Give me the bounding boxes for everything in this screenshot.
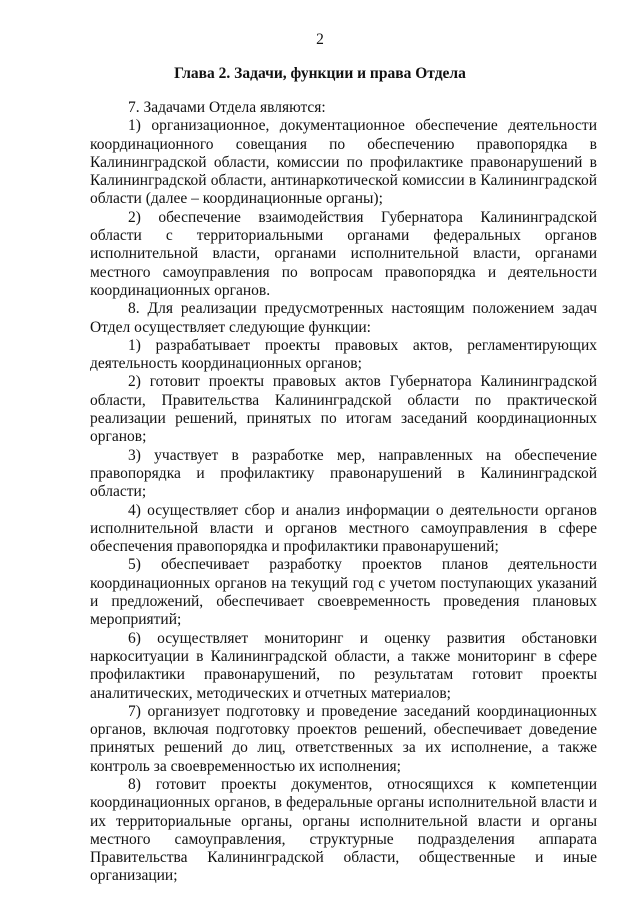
paragraph-function-3: 3) участвует в разработке мер, направленных на обеспечение правопорядка и профилактику правонарушений в Калининградской области; — [90, 446, 597, 501]
paragraph-function-4: 4) осуществляет сбор и анализ информации о деятельности органов исполнительной власти и органов местного самоуправления в сфере обеспечения правопорядка и профилактики правонарушений; — [90, 501, 597, 556]
chapter-title: Глава 2. Задачи, функции и права Отдела — [174, 65, 466, 82]
document-body — [90, 99, 597, 886]
paragraph-tasks-intro: 7. Задачами Отдела являются: — [128, 99, 326, 116]
paragraph-functions-intro: 8. Для реализации предусмотренных настоящим положением задач Отдел осуществляет следующие функции: — [90, 300, 597, 336]
paragraph-function-7: 7) организует подготовку и проведение заседаний координационных органов, включая подготовку проектов решений, обеспечивает доведение принятых решений до лиц, ответственных за их исполнение, а также контроль за своевременностью их исполнения; — [90, 702, 597, 775]
paragraph-function-5: 5) обеспечивает разработку проектов планов деятельности координационных органов на текущий год с учетом поступающих указаний и предложений, обеспечивает своевременность проведения плановых мероприятий; — [90, 556, 597, 629]
paragraph-function-8: 8) готовит проекты документов, относящихся к компетенции координационных органов, в федеральные органы исполнительной власти и их территориальные органы, органы исполнительной власти и органы местного самоуправления, структурные подразделения аппарата Правительства Калининградской области, общественные и иные организации; — [90, 775, 597, 885]
paragraph-task-2: 2) обеспечение взаимодействия Губернатора Калининградской области с территориальными органами федеральных органов исполнительной власти, органами исполнительной власти, органами местного самоуправления по вопросам правопорядка и деятельности координационных органов. — [90, 208, 597, 299]
page-number: 2 — [316, 31, 324, 48]
paragraph-task-1: 1) организационное, документационное обеспечение деятельности координационного совещания по обеспечению правопорядка в Калининградской области, комиссии по профилактике правонарушений в Калининградской области, антинаркотической комиссии в Калининградской области (далее – координационные органы); — [90, 117, 597, 208]
paragraph-function-2: 2) готовит проекты правовых актов Губернатора Калининградской области, Правительства Калининградской области по практической реализации решений, принятых по итогам заседаний координационных органов; — [90, 373, 597, 446]
paragraph-function-1: 1) разрабатывает проекты правовых актов, регламентирующих деятельность координационных органов; — [90, 336, 597, 373]
paragraph-function-6: 6) осуществляет мониторинг и оценку развития обстановки наркоситуации в Калининградской области, а также мониторинг в сфере профилактики правонарушений, по результатам готовит проекты аналитических, методических и отчетных материалов; — [90, 629, 597, 702]
